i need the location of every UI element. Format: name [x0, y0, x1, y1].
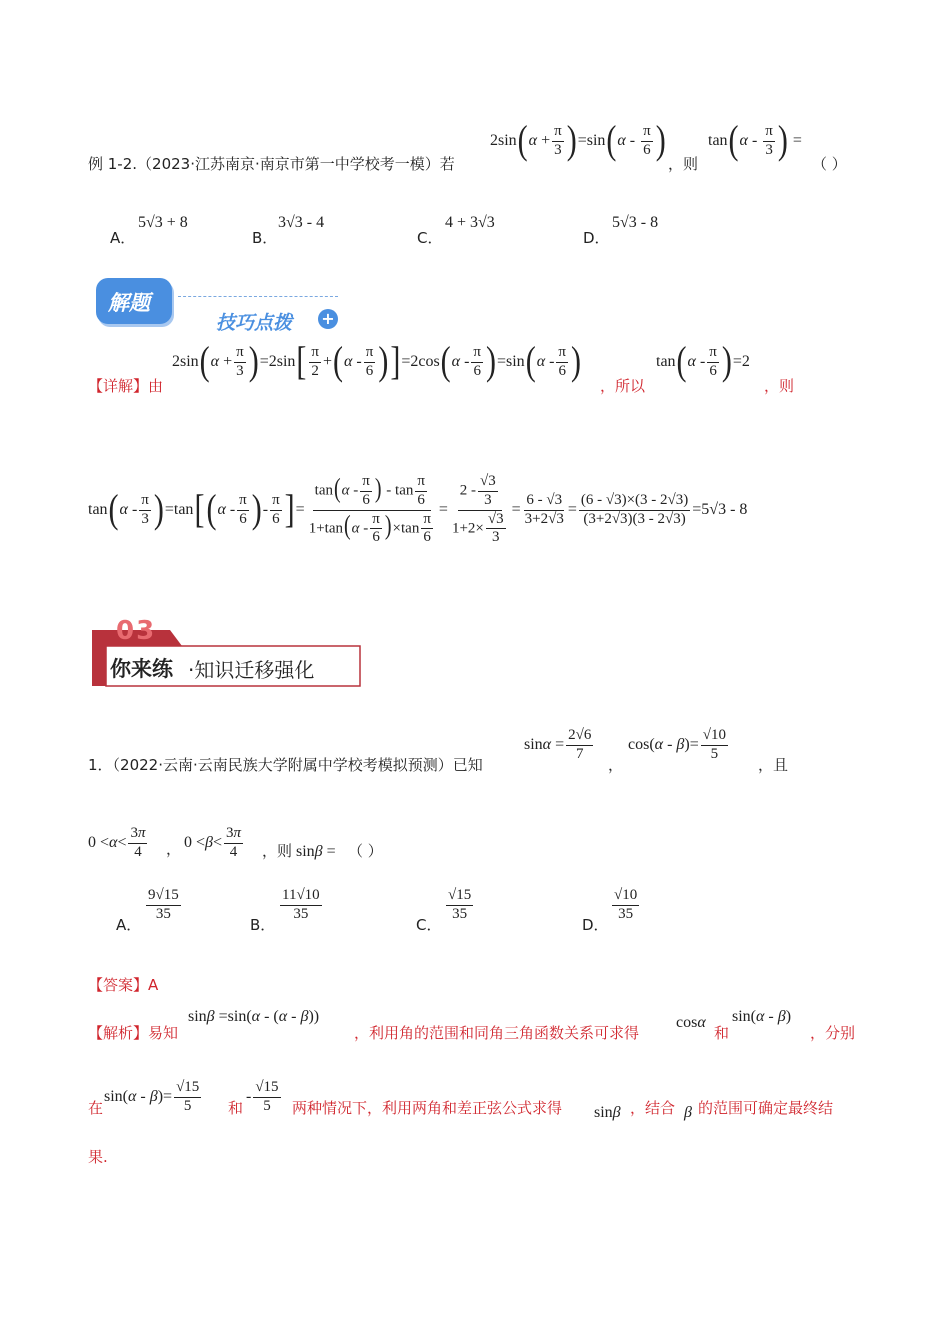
- section-number: 03: [116, 616, 157, 646]
- answer-value: A: [148, 976, 159, 994]
- analysis-sin-diff: sin( α - β ): [732, 1008, 792, 1025]
- analysis-cos: cos α: [676, 1014, 706, 1031]
- example-options: [110, 214, 810, 247]
- problem1-source: （2022·云南·云南民族大学附属中学校考模拟预测）已知: [112, 756, 483, 774]
- section-banner: [92, 616, 362, 688]
- analysis-t9: 果.: [88, 1148, 108, 1166]
- analysis-t3: ，分别: [810, 1024, 856, 1042]
- analysis-neg: - $\frac{√15}{5}$: [246, 1079, 279, 1114]
- option-b-letter: B．: [252, 229, 278, 247]
- analysis-t7: ，结合: [630, 1099, 676, 1117]
- analysis-label: 【解析】易知: [88, 1024, 179, 1042]
- example-equation: 2sin ( α + $\frac{\pi}{3}$ ) =sin ( α - $\frac{\pi}{6}$ ): [490, 118, 666, 163]
- problem1-header: [88, 754, 483, 775]
- analysis-t5: 和: [228, 1099, 244, 1117]
- problem1-options: [116, 884, 676, 934]
- p-option-b-letter: B．: [250, 916, 276, 934]
- detail-tan-eq: tan ( α - $\frac{\pi}{6}$ ) =2: [656, 339, 750, 384]
- analysis-t1: ，利用角的范围和同角三角函数关系可求得: [354, 1024, 640, 1042]
- analysis-t6: 两种情况下，利用两角和差正弦公式求得: [292, 1099, 563, 1117]
- example-target: tan ( α - $\frac{\pi}{3}$ ) =: [708, 118, 802, 163]
- p-option-d-frac: $\frac{√10}{35}$: [614, 887, 638, 922]
- p-option-d-letter: D．: [582, 916, 609, 934]
- tips-badge-subtitle: 技巧点拨: [216, 312, 293, 334]
- p-option-a-frac: $\frac{9√15}{35}$: [148, 887, 179, 922]
- analysis-t8: 的范围可确定最终结: [698, 1099, 834, 1117]
- problem1-and: ，且: [758, 756, 789, 774]
- answer-label: 【答案】: [88, 976, 149, 994]
- example-label: 例 1-2.（2023·江苏南京·南京市第一中学校考一模）若: [88, 155, 455, 173]
- problem1-comma: ，: [608, 756, 624, 774]
- plus-icon: +: [318, 309, 338, 329]
- problem1-cond-beta: 0 < β < $\frac{3\pi}{4}$: [184, 825, 242, 860]
- analysis-sinb: sin β: [594, 1104, 621, 1121]
- option-c-letter: C．: [417, 229, 443, 247]
- analysis-t4: 在: [88, 1099, 104, 1117]
- p-option-c-frac: $\frac{√15}{35}$: [448, 887, 472, 922]
- example-then: ，则: [668, 155, 699, 173]
- tips-badge-title: 解题: [108, 291, 150, 315]
- tips-badge-box: [96, 278, 172, 324]
- analysis-eq1: sin β =sin( α - ( α - β )): [188, 1008, 320, 1025]
- p-option-b-frac: $\frac{11√10}{35}$: [282, 887, 320, 922]
- tips-badge: [96, 278, 346, 336]
- option-b-expr: 3√3 - 4: [278, 214, 325, 231]
- option-d-expr: 5√3 - 8: [612, 214, 659, 231]
- problem1-cos: cos( α - β )= $\frac{√10}{5}$: [628, 727, 726, 762]
- p-option-c-letter: C．: [416, 916, 442, 934]
- example-source: （2023·江苏南京·南京市第一中学校考一模）若: [137, 155, 455, 173]
- p-option-a-letter: A．: [116, 916, 142, 934]
- section-title-rest: ·知识迁移强化: [188, 658, 315, 682]
- problem1-number: 1．: [88, 756, 113, 774]
- problem1-bracket: （ ）: [348, 842, 383, 860]
- problem1-cond-alpha: 0 < α < $\frac{3\pi}{4}$: [88, 825, 146, 860]
- option-a-expr: 5√3 + 8: [138, 214, 188, 231]
- analysis-t2: 和: [714, 1024, 730, 1042]
- option-c-expr: 4 + 3√3: [445, 214, 495, 231]
- detail-label: 【详解】由: [88, 377, 164, 395]
- tips-divider: [178, 296, 338, 297]
- problem1-ask: sin β =: [296, 843, 336, 860]
- problem1-then: ，则: [262, 842, 293, 860]
- detail-then: ，则: [764, 377, 795, 395]
- option-a-letter: A．: [110, 229, 136, 247]
- problem1-cond-sep: ，: [166, 840, 182, 858]
- problem1-sin: sin α = $\frac{2√6}{7}$: [524, 727, 592, 762]
- answer: [88, 974, 158, 995]
- analysis-eq2: sin( α - β )= $\frac{√15}{5}$: [104, 1079, 200, 1114]
- option-d-letter: D．: [583, 229, 610, 247]
- detail-equation: 2sin ( α + $\frac{\pi}{3}$ ) =2sin [ $\frac{\pi}{2}$ + ( α - $\frac{\pi}{6}$ ) ] =2cos ( α - $\frac{\pi}{6}$ ) =sin ( α - $\frac{\pi}{6}$ ): [172, 339, 581, 384]
- section-title-bold: 你来练: [110, 657, 173, 681]
- example-bracket: （ ）: [812, 155, 847, 173]
- detail-so: ，所以: [600, 377, 646, 395]
- derivation: tan ( α - $\frac{\pi}{3}$ ) =tan [ ( α - $\frac{\pi}{6}$ ) - $\frac{\pi}{6}$ ] = tan(α - $\frac{\pi}{6}$ ) - tan $\frac{\pi}{6}$ 1+tan(α - $\frac{\pi}{6}$ )×tan $\frac{\pi}{6}$ = 2 - $\frac{√3}{3}$ 1+2× $\frac{√3}{3}$ = $\frac{6 - √3}{3+2√3}$ = $\frac{(6 - √3)\times(3 - 2√3)}{(3+2√3)(3 - 2√3)}$ =5√3 - 8: [88, 473, 748, 546]
- analysis-beta: β: [684, 1104, 692, 1121]
